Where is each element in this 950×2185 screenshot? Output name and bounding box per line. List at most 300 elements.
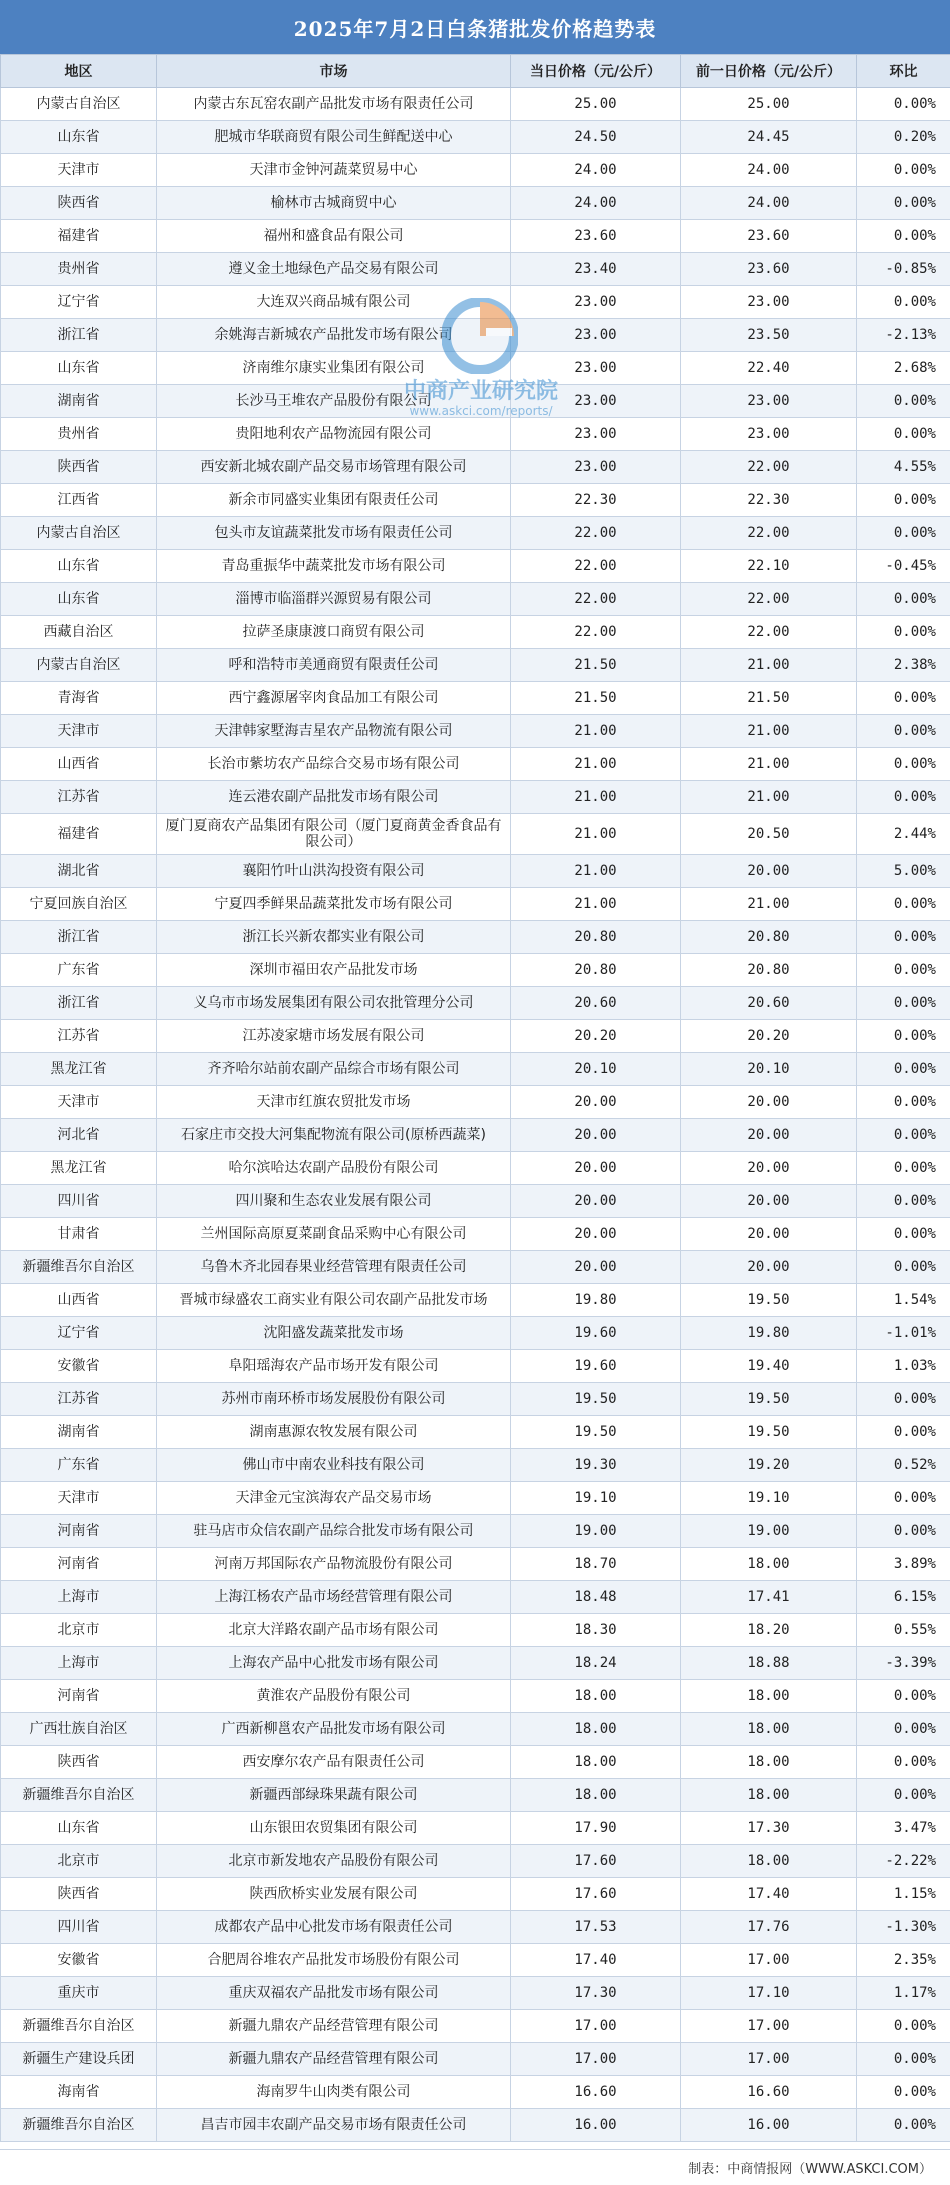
cell-market: 新疆九鼎农产品经营管理有限公司 bbox=[157, 2010, 511, 2043]
table-row bbox=[1, 319, 950, 352]
cell-region: 上海市 bbox=[1, 1647, 157, 1680]
cell-market: 遵义金土地绿色产品交易有限公司 bbox=[157, 253, 511, 286]
cell-region: 陕西省 bbox=[1, 451, 157, 484]
cell-today-price: 20.00 bbox=[511, 1185, 681, 1218]
cell-change: 4.55% bbox=[857, 451, 950, 484]
cell-change: -2.22% bbox=[857, 1845, 950, 1878]
cell-prev-price: 21.00 bbox=[681, 781, 857, 814]
cell-market: 福州和盛食品有限公司 bbox=[157, 220, 511, 253]
cell-today-price: 23.00 bbox=[511, 286, 681, 319]
cell-market: 包头市友谊蔬菜批发市场有限责任公司 bbox=[157, 517, 511, 550]
table-row bbox=[1, 1119, 950, 1152]
table-row bbox=[1, 1779, 950, 1812]
cell-prev-price: 23.00 bbox=[681, 286, 857, 319]
cell-region: 陕西省 bbox=[1, 1746, 157, 1779]
cell-change: 0.00% bbox=[857, 616, 950, 649]
cell-change: -1.01% bbox=[857, 1317, 950, 1350]
cell-change: 0.00% bbox=[857, 286, 950, 319]
cell-region: 天津市 bbox=[1, 1086, 157, 1119]
table-row bbox=[1, 286, 950, 319]
table-row bbox=[1, 1977, 950, 2010]
cell-change: 0.00% bbox=[857, 1251, 950, 1284]
cell-today-price: 19.00 bbox=[511, 1515, 681, 1548]
cell-market: 兰州国际高原夏菜副食品采购中心有限公司 bbox=[157, 1218, 511, 1251]
table-row bbox=[1, 1647, 950, 1680]
table-row bbox=[1, 1548, 950, 1581]
table-header-row bbox=[1, 55, 950, 88]
cell-prev-price: 19.10 bbox=[681, 1482, 857, 1515]
table-row bbox=[1, 1746, 950, 1779]
cell-region: 辽宁省 bbox=[1, 1317, 157, 1350]
cell-today-price: 20.00 bbox=[511, 1251, 681, 1284]
cell-prev-price: 17.40 bbox=[681, 1878, 857, 1911]
cell-prev-price: 19.20 bbox=[681, 1449, 857, 1482]
table-row bbox=[1, 517, 950, 550]
cell-region: 天津市 bbox=[1, 154, 157, 187]
table-row bbox=[1, 484, 950, 517]
cell-today-price: 19.10 bbox=[511, 1482, 681, 1515]
cell-change: -1.30% bbox=[857, 1911, 950, 1944]
cell-today-price: 18.70 bbox=[511, 1548, 681, 1581]
cell-prev-price: 21.00 bbox=[681, 888, 857, 921]
cell-prev-price: 23.00 bbox=[681, 385, 857, 418]
cell-change: 0.00% bbox=[857, 1119, 950, 1152]
cell-region: 陕西省 bbox=[1, 1878, 157, 1911]
cell-prev-price: 22.00 bbox=[681, 517, 857, 550]
cell-region: 新疆生产建设兵团 bbox=[1, 2043, 157, 2076]
table-row bbox=[1, 550, 950, 583]
cell-change: 0.00% bbox=[857, 1515, 950, 1548]
cell-region: 安徽省 bbox=[1, 1944, 157, 1977]
table-row bbox=[1, 2010, 950, 2043]
table-row bbox=[1, 2043, 950, 2076]
cell-prev-price: 21.50 bbox=[681, 682, 857, 715]
cell-prev-price: 23.50 bbox=[681, 319, 857, 352]
cell-market: 佛山市中南农业科技有限公司 bbox=[157, 1449, 511, 1482]
table-row bbox=[1, 187, 950, 220]
cell-market: 长治市紫坊农产品综合交易市场有限公司 bbox=[157, 748, 511, 781]
table-row bbox=[1, 88, 950, 121]
cell-change: 0.52% bbox=[857, 1449, 950, 1482]
table-row bbox=[1, 154, 950, 187]
cell-region: 辽宁省 bbox=[1, 286, 157, 319]
cell-region: 北京市 bbox=[1, 1614, 157, 1647]
cell-market: 深圳市福田农产品批发市场 bbox=[157, 954, 511, 987]
table-row bbox=[1, 583, 950, 616]
cell-today-price: 20.00 bbox=[511, 1086, 681, 1119]
cell-market: 西安新北城农副产品交易市场管理有限公司 bbox=[157, 451, 511, 484]
cell-market: 阜阳瑶海农产品市场开发有限公司 bbox=[157, 1350, 511, 1383]
cell-market: 齐齐哈尔站前农副产品综合市场有限公司 bbox=[157, 1053, 511, 1086]
cell-market: 西宁鑫源屠宰肉食品加工有限公司 bbox=[157, 682, 511, 715]
table-row bbox=[1, 682, 950, 715]
cell-today-price: 19.80 bbox=[511, 1284, 681, 1317]
cell-change: 0.00% bbox=[857, 1020, 950, 1053]
cell-prev-price: 21.00 bbox=[681, 715, 857, 748]
cell-today-price: 17.30 bbox=[511, 1977, 681, 2010]
table-row bbox=[1, 1350, 950, 1383]
cell-prev-price: 22.10 bbox=[681, 550, 857, 583]
cell-today-price: 24.50 bbox=[511, 121, 681, 154]
cell-prev-price: 23.60 bbox=[681, 253, 857, 286]
cell-market: 西安摩尔农产品有限责任公司 bbox=[157, 1746, 511, 1779]
cell-change: 0.55% bbox=[857, 1614, 950, 1647]
cell-today-price: 18.24 bbox=[511, 1647, 681, 1680]
cell-today-price: 23.00 bbox=[511, 418, 681, 451]
watermark-name: 中商产业研究院 bbox=[403, 379, 558, 404]
cell-prev-price: 18.88 bbox=[681, 1647, 857, 1680]
cell-region: 山东省 bbox=[1, 121, 157, 154]
cell-prev-price: 20.80 bbox=[681, 921, 857, 954]
cell-region: 北京市 bbox=[1, 1845, 157, 1878]
cell-prev-price: 22.00 bbox=[681, 616, 857, 649]
cell-region: 天津市 bbox=[1, 715, 157, 748]
header-region: 地区 bbox=[1, 55, 157, 88]
table-row bbox=[1, 921, 950, 954]
cell-change: 0.00% bbox=[857, 748, 950, 781]
cell-market: 上海农产品中心批发市场有限公司 bbox=[157, 1647, 511, 1680]
cell-change: 5.00% bbox=[857, 855, 950, 888]
cell-region: 黑龙江省 bbox=[1, 1152, 157, 1185]
cell-region: 河北省 bbox=[1, 1119, 157, 1152]
cell-market: 乌鲁木齐北园春果业经营管理有限责任公司 bbox=[157, 1251, 511, 1284]
cell-change: 0.00% bbox=[857, 682, 950, 715]
cell-market: 新疆九鼎农产品经营管理有限公司 bbox=[157, 2043, 511, 2076]
cell-change: 2.38% bbox=[857, 649, 950, 682]
table-row bbox=[1, 1944, 950, 1977]
cell-market: 济南维尔康实业集团有限公司 bbox=[157, 352, 511, 385]
table-row bbox=[1, 385, 950, 418]
cell-region: 浙江省 bbox=[1, 319, 157, 352]
table-row bbox=[1, 855, 950, 888]
cell-prev-price: 18.00 bbox=[681, 1548, 857, 1581]
table-row bbox=[1, 781, 950, 814]
cell-today-price: 21.00 bbox=[511, 781, 681, 814]
cell-today-price: 18.30 bbox=[511, 1614, 681, 1647]
cell-market: 榆林市古城商贸中心 bbox=[157, 187, 511, 220]
cell-change: 0.00% bbox=[857, 1680, 950, 1713]
cell-market: 哈尔滨哈达农副产品股份有限公司 bbox=[157, 1152, 511, 1185]
price-table-container bbox=[0, 54, 950, 2142]
cell-region: 山西省 bbox=[1, 748, 157, 781]
cell-region: 贵州省 bbox=[1, 418, 157, 451]
price-table bbox=[0, 54, 950, 2142]
cell-change: 0.20% bbox=[857, 121, 950, 154]
cell-change: 0.00% bbox=[857, 1482, 950, 1515]
cell-change: 0.00% bbox=[857, 187, 950, 220]
cell-change: 0.00% bbox=[857, 781, 950, 814]
cell-change: 0.00% bbox=[857, 2076, 950, 2109]
table-row bbox=[1, 220, 950, 253]
cell-change: 0.00% bbox=[857, 484, 950, 517]
cell-region: 安徽省 bbox=[1, 1350, 157, 1383]
cell-change: -2.13% bbox=[857, 319, 950, 352]
cell-prev-price: 19.80 bbox=[681, 1317, 857, 1350]
cell-change: 0.00% bbox=[857, 220, 950, 253]
cell-change: 1.54% bbox=[857, 1284, 950, 1317]
cell-region: 福建省 bbox=[1, 814, 157, 855]
watermark-url: www.askci.com/reports/ bbox=[409, 404, 553, 418]
cell-today-price: 20.10 bbox=[511, 1053, 681, 1086]
cell-today-price: 18.00 bbox=[511, 1746, 681, 1779]
cell-region: 江苏省 bbox=[1, 1383, 157, 1416]
table-row bbox=[1, 1317, 950, 1350]
cell-today-price: 18.00 bbox=[511, 1713, 681, 1746]
table-row bbox=[1, 1251, 950, 1284]
cell-prev-price: 17.76 bbox=[681, 1911, 857, 1944]
cell-market: 合肥周谷堆农产品批发市场股份有限公司 bbox=[157, 1944, 511, 1977]
cell-prev-price: 18.00 bbox=[681, 1680, 857, 1713]
cell-today-price: 20.00 bbox=[511, 1152, 681, 1185]
cell-today-price: 18.00 bbox=[511, 1680, 681, 1713]
cell-prev-price: 22.00 bbox=[681, 583, 857, 616]
cell-market: 厦门夏商农产品集团有限公司（厦门夏商黄金香食品有限公司） bbox=[157, 814, 511, 855]
cell-region: 江西省 bbox=[1, 484, 157, 517]
cell-market: 四川聚和生态农业发展有限公司 bbox=[157, 1185, 511, 1218]
cell-change: -0.85% bbox=[857, 253, 950, 286]
cell-market: 上海江杨农产品市场经营管理有限公司 bbox=[157, 1581, 511, 1614]
cell-today-price: 16.00 bbox=[511, 2109, 681, 2142]
cell-market: 贵阳地利农产品物流园有限公司 bbox=[157, 418, 511, 451]
cell-today-price: 23.00 bbox=[511, 385, 681, 418]
cell-market: 北京大洋路农副产品市场有限公司 bbox=[157, 1614, 511, 1647]
cell-region: 四川省 bbox=[1, 1911, 157, 1944]
cell-today-price: 21.00 bbox=[511, 888, 681, 921]
footer-source: 制表：中商情报网（WWW.ASKCI.COM） bbox=[0, 2149, 950, 2185]
cell-market: 新余市同盛实业集团有限责任公司 bbox=[157, 484, 511, 517]
cell-today-price: 20.00 bbox=[511, 1119, 681, 1152]
cell-change: 0.00% bbox=[857, 954, 950, 987]
cell-region: 山东省 bbox=[1, 1812, 157, 1845]
cell-today-price: 20.20 bbox=[511, 1020, 681, 1053]
cell-region: 贵州省 bbox=[1, 253, 157, 286]
cell-today-price: 22.00 bbox=[511, 616, 681, 649]
cell-region: 浙江省 bbox=[1, 987, 157, 1020]
cell-change: 0.00% bbox=[857, 1383, 950, 1416]
cell-change: 0.00% bbox=[857, 583, 950, 616]
cell-region: 甘肃省 bbox=[1, 1218, 157, 1251]
cell-prev-price: 20.20 bbox=[681, 1020, 857, 1053]
cell-change: 0.00% bbox=[857, 987, 950, 1020]
cell-today-price: 24.00 bbox=[511, 187, 681, 220]
cell-region: 广东省 bbox=[1, 954, 157, 987]
table-row bbox=[1, 1152, 950, 1185]
cell-today-price: 22.00 bbox=[511, 517, 681, 550]
cell-market: 昌吉市园丰农副产品交易市场有限责任公司 bbox=[157, 2109, 511, 2142]
cell-market: 淄博市临淄群兴源贸易有限公司 bbox=[157, 583, 511, 616]
table-row bbox=[1, 1878, 950, 1911]
cell-today-price: 22.00 bbox=[511, 550, 681, 583]
cell-prev-price: 20.00 bbox=[681, 1152, 857, 1185]
cell-change: 0.00% bbox=[857, 921, 950, 954]
cell-today-price: 23.40 bbox=[511, 253, 681, 286]
cell-prev-price: 24.00 bbox=[681, 187, 857, 220]
table-row bbox=[1, 352, 950, 385]
header-today-price: 当日价格（元/公斤） bbox=[511, 55, 681, 88]
cell-market: 天津市红旗农贸批发市场 bbox=[157, 1086, 511, 1119]
cell-change: 6.15% bbox=[857, 1581, 950, 1614]
table-row bbox=[1, 1383, 950, 1416]
table-row bbox=[1, 1515, 950, 1548]
table-row bbox=[1, 1713, 950, 1746]
cell-prev-price: 20.10 bbox=[681, 1053, 857, 1086]
cell-change: 2.68% bbox=[857, 352, 950, 385]
table-title: 2025年7月2日白条猪批发价格趋势表 bbox=[0, 0, 950, 54]
cell-prev-price: 17.00 bbox=[681, 2043, 857, 2076]
cell-prev-price: 18.00 bbox=[681, 1845, 857, 1878]
cell-region: 海南省 bbox=[1, 2076, 157, 2109]
table-row bbox=[1, 1680, 950, 1713]
cell-region: 新疆维吾尔自治区 bbox=[1, 1251, 157, 1284]
cell-market: 海南罗牛山肉类有限公司 bbox=[157, 2076, 511, 2109]
cell-today-price: 17.00 bbox=[511, 2010, 681, 2043]
table-row bbox=[1, 1911, 950, 1944]
cell-region: 新疆维吾尔自治区 bbox=[1, 2109, 157, 2142]
cell-change: 0.00% bbox=[857, 2010, 950, 2043]
cell-prev-price: 18.20 bbox=[681, 1614, 857, 1647]
cell-today-price: 17.90 bbox=[511, 1812, 681, 1845]
cell-market: 天津市金钟河蔬菜贸易中心 bbox=[157, 154, 511, 187]
cell-prev-price: 21.00 bbox=[681, 748, 857, 781]
cell-prev-price: 20.00 bbox=[681, 1218, 857, 1251]
cell-region: 天津市 bbox=[1, 1482, 157, 1515]
cell-today-price: 19.50 bbox=[511, 1416, 681, 1449]
table-row bbox=[1, 1581, 950, 1614]
cell-change: 0.00% bbox=[857, 418, 950, 451]
header-prev-price: 前一日价格（元/公斤） bbox=[681, 55, 857, 88]
cell-region: 上海市 bbox=[1, 1581, 157, 1614]
cell-change: 0.00% bbox=[857, 1053, 950, 1086]
cell-today-price: 17.60 bbox=[511, 1845, 681, 1878]
cell-region: 山东省 bbox=[1, 583, 157, 616]
cell-prev-price: 19.40 bbox=[681, 1350, 857, 1383]
table-row bbox=[1, 253, 950, 286]
cell-prev-price: 24.00 bbox=[681, 154, 857, 187]
cell-market: 内蒙古东瓦窑农副产品批发市场有限责任公司 bbox=[157, 88, 511, 121]
cell-prev-price: 18.00 bbox=[681, 1779, 857, 1812]
cell-market: 新疆西部绿珠果蔬有限公司 bbox=[157, 1779, 511, 1812]
table-row bbox=[1, 2076, 950, 2109]
cell-today-price: 19.60 bbox=[511, 1317, 681, 1350]
cell-region: 内蒙古自治区 bbox=[1, 517, 157, 550]
table-row bbox=[1, 616, 950, 649]
cell-today-price: 17.60 bbox=[511, 1878, 681, 1911]
cell-market: 黄淮农产品股份有限公司 bbox=[157, 1680, 511, 1713]
cell-today-price: 21.50 bbox=[511, 649, 681, 682]
cell-market: 沈阳盛发蔬菜批发市场 bbox=[157, 1317, 511, 1350]
cell-today-price: 17.53 bbox=[511, 1911, 681, 1944]
cell-market: 石家庄市交投大河集配物流有限公司(原桥西蔬菜) bbox=[157, 1119, 511, 1152]
cell-today-price: 19.60 bbox=[511, 1350, 681, 1383]
cell-region: 新疆维吾尔自治区 bbox=[1, 2010, 157, 2043]
cell-market: 拉萨圣康康渡口商贸有限公司 bbox=[157, 616, 511, 649]
cell-prev-price: 17.41 bbox=[681, 1581, 857, 1614]
cell-change: 0.00% bbox=[857, 1746, 950, 1779]
cell-region: 陕西省 bbox=[1, 187, 157, 220]
table-row bbox=[1, 1086, 950, 1119]
cell-change: 0.00% bbox=[857, 517, 950, 550]
header-market: 市场 bbox=[157, 55, 511, 88]
table-row bbox=[1, 1218, 950, 1251]
cell-region: 山西省 bbox=[1, 1284, 157, 1317]
cell-prev-price: 20.00 bbox=[681, 1185, 857, 1218]
cell-change: 0.00% bbox=[857, 1779, 950, 1812]
cell-market: 宁夏四季鲜果品蔬菜批发市场有限公司 bbox=[157, 888, 511, 921]
cell-today-price: 23.00 bbox=[511, 319, 681, 352]
table-row bbox=[1, 418, 950, 451]
cell-today-price: 25.00 bbox=[511, 88, 681, 121]
cell-prev-price: 22.30 bbox=[681, 484, 857, 517]
cell-region: 宁夏回族自治区 bbox=[1, 888, 157, 921]
cell-region: 福建省 bbox=[1, 220, 157, 253]
cell-prev-price: 20.60 bbox=[681, 987, 857, 1020]
cell-prev-price: 17.00 bbox=[681, 2010, 857, 2043]
cell-today-price: 20.00 bbox=[511, 1218, 681, 1251]
table-row bbox=[1, 987, 950, 1020]
cell-prev-price: 17.30 bbox=[681, 1812, 857, 1845]
cell-prev-price: 18.00 bbox=[681, 1713, 857, 1746]
cell-region: 河南省 bbox=[1, 1548, 157, 1581]
table-row bbox=[1, 1614, 950, 1647]
cell-market: 青岛重振华中蔬菜批发市场有限公司 bbox=[157, 550, 511, 583]
cell-change: 3.47% bbox=[857, 1812, 950, 1845]
cell-market: 呼和浩特市美通商贸有限责任公司 bbox=[157, 649, 511, 682]
cell-today-price: 21.00 bbox=[511, 748, 681, 781]
cell-market: 大连双兴商品城有限公司 bbox=[157, 286, 511, 319]
cell-today-price: 16.60 bbox=[511, 2076, 681, 2109]
cell-prev-price: 20.80 bbox=[681, 954, 857, 987]
cell-market: 江苏凌家塘市场发展有限公司 bbox=[157, 1020, 511, 1053]
cell-region: 新疆维吾尔自治区 bbox=[1, 1779, 157, 1812]
cell-today-price: 21.00 bbox=[511, 814, 681, 855]
cell-market: 浙江长兴新农都实业有限公司 bbox=[157, 921, 511, 954]
cell-region: 山东省 bbox=[1, 550, 157, 583]
cell-prev-price: 19.50 bbox=[681, 1383, 857, 1416]
cell-change: 0.00% bbox=[857, 1416, 950, 1449]
cell-today-price: 21.50 bbox=[511, 682, 681, 715]
cell-region: 湖南省 bbox=[1, 1416, 157, 1449]
cell-today-price: 19.50 bbox=[511, 1383, 681, 1416]
table-row bbox=[1, 1053, 950, 1086]
cell-today-price: 19.30 bbox=[511, 1449, 681, 1482]
header-change: 环比 bbox=[857, 55, 950, 88]
cell-market: 北京市新发地农产品股份有限公司 bbox=[157, 1845, 511, 1878]
cell-today-price: 22.30 bbox=[511, 484, 681, 517]
cell-prev-price: 22.00 bbox=[681, 451, 857, 484]
cell-prev-price: 23.00 bbox=[681, 418, 857, 451]
cell-prev-price: 17.10 bbox=[681, 1977, 857, 2010]
cell-change: 1.15% bbox=[857, 1878, 950, 1911]
cell-change: 0.00% bbox=[857, 1185, 950, 1218]
table-row bbox=[1, 1482, 950, 1515]
cell-change: 3.89% bbox=[857, 1548, 950, 1581]
table-row bbox=[1, 888, 950, 921]
cell-change: 0.00% bbox=[857, 88, 950, 121]
cell-region: 山东省 bbox=[1, 352, 157, 385]
table-row bbox=[1, 1449, 950, 1482]
cell-today-price: 22.00 bbox=[511, 583, 681, 616]
cell-market: 广西新柳邕农产品批发市场有限公司 bbox=[157, 1713, 511, 1746]
table-row bbox=[1, 954, 950, 987]
cell-region: 黑龙江省 bbox=[1, 1053, 157, 1086]
cell-prev-price: 20.00 bbox=[681, 1119, 857, 1152]
cell-today-price: 18.48 bbox=[511, 1581, 681, 1614]
cell-prev-price: 20.00 bbox=[681, 1086, 857, 1119]
cell-change: 1.17% bbox=[857, 1977, 950, 2010]
cell-market: 驻马店市众信农副产品综合批发市场有限公司 bbox=[157, 1515, 511, 1548]
cell-region: 湖北省 bbox=[1, 855, 157, 888]
table-body bbox=[1, 88, 950, 2142]
